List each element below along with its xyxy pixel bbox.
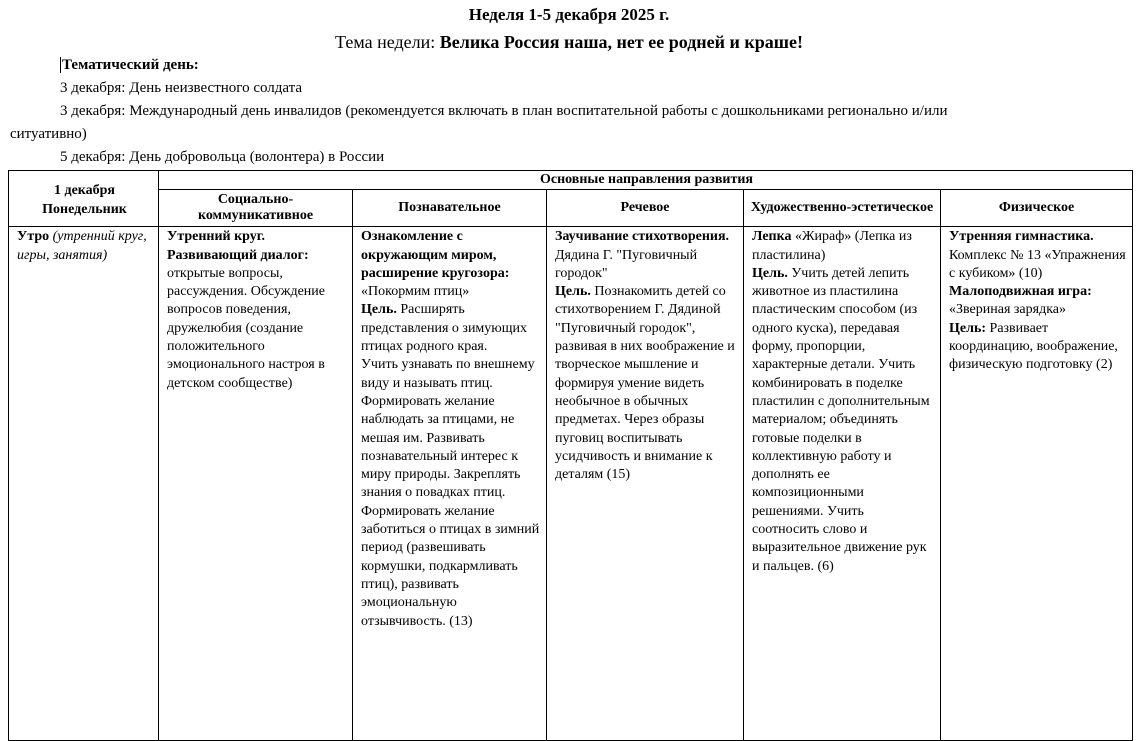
speech-goal-label: Цель.: [555, 284, 591, 300]
art-goal-label: Цель.: [752, 265, 788, 281]
direction-physical: Физическое: [941, 190, 1133, 227]
direction-speech: Речевое: [547, 190, 744, 227]
social-title-2: Развивающий диалог:: [167, 247, 309, 263]
week-theme-text: Велика Россия наша, нет ее родней и краше!: [439, 32, 803, 52]
physical-text-1: Комплекс № 13 «Упражнения с кубиком» (10): [949, 247, 1126, 281]
physical-game: [949, 283, 1126, 320]
day-date: 1 декабря: [53, 183, 115, 199]
period-label: Утро: [17, 229, 50, 245]
day-header-cell: [9, 171, 159, 227]
art-goal: [752, 265, 934, 576]
cognitive-cell: [353, 227, 547, 741]
speech-poem: Дядина Г. "Пуговичный городок": [555, 247, 698, 281]
physical-title-2: Малоподвижная игра:: [949, 284, 1092, 300]
period-note: (утренний круг, игры, занятия): [17, 229, 147, 263]
physical-text-2: «Звериная зарядка»: [949, 302, 1067, 318]
thematic-day-label: Тематический день:: [62, 57, 199, 73]
direction-cognitive: Познавательное: [353, 190, 547, 227]
thematic-day-item-2-cont: ситуативно): [10, 126, 87, 142]
week-theme: [0, 30, 1138, 54]
cognitive-topic: «Покормим птиц»: [361, 284, 470, 300]
page-title: Неделя 1-5 декабря 2025 г.: [468, 5, 670, 24]
period-cell: [9, 227, 159, 741]
cognitive-goal-label: Цель.: [361, 302, 397, 318]
physical-goal: [949, 320, 1126, 375]
art-goal-text: Учить детей лепить животное из пластилина пластическим способом (из одного куска), передавая форму, пропорции, характерные детали. Учить комбинировать в поделке пластилин с дополнительным материалом; объединять готовые поделки в коллективную работу и дополнять ее композиционными решениями. Учить соотносить слово и выразительное движение рук и пальцев. (6): [752, 265, 930, 574]
thematic-day-heading: [10, 54, 1130, 77]
speech-goal: [555, 283, 737, 484]
cognitive-goal-text: Расширять представления о зимующих птицах родного края.: [361, 302, 528, 355]
cognitive-goal: [361, 301, 540, 356]
speech-cell: [547, 227, 744, 741]
direction-social: Социально-коммуникативное: [159, 190, 353, 227]
plan-table: [8, 170, 1133, 741]
physical-goal-text: Развивает координацию, воображение, физическую подготовку (2): [949, 320, 1118, 373]
social-cell: [159, 227, 353, 741]
cognitive-text: Учить узнавать по внешнему виду и называть птиц. Формировать желание наблюдать за птицами, не мешая им. Развивать познавательный интерес к миру природы. Закреплять знания о повадках птиц. Формировать желание заботиться о птицах в зимний период (развешивать кормушки, подкармливать птиц), развивать эмоциональную отзывчивость. (13): [361, 357, 540, 629]
main-directions-header: Основные направления развития: [159, 171, 1133, 190]
physical-goal-label: Цель:: [949, 320, 987, 336]
cognitive-title: Ознакомление с окружающим миром, расширение кругозора:: [361, 229, 510, 281]
thematic-day-item-3: 5 декабря: День добровольца (волонтера) в России: [60, 149, 385, 165]
thematic-day-item-1: 3 декабря: День неизвестного солдата: [60, 80, 303, 96]
thematic-day-item-2: 3 декабря: Международный день инвалидов (рекомендуется включать в план воспитательной работы с дошкольниками регионально и/или: [60, 103, 948, 119]
social-title-1: Утренний круг.: [167, 229, 266, 245]
speech-title: Заучивание стихотворения.: [555, 229, 730, 245]
week-theme-prefix: Тема недели:: [335, 32, 440, 52]
physical-cell: [941, 227, 1133, 741]
direction-art: Художественно-эстетическое: [744, 190, 941, 227]
art-topic: «Жираф» (Лепка из пластилина): [752, 229, 912, 263]
art-title: Лепка: [752, 229, 792, 245]
day-name: Понедельник: [42, 201, 127, 217]
speech-goal-text: Познакомить детей со стихотворением Г. Дядиной "Пуговичный городок", развивая в них воображение и творческое мышление и формируя умение видеть необычное в обычных предметах. Через образы пуговиц воспитывать усидчивость и внимание к деталям (15): [555, 284, 735, 483]
art-cell: [744, 227, 941, 741]
social-text: открытые вопросы, рассуждения. Обсуждение вопросов поведения, дружелюбия (создание положительного эмоционального настроя в детском сообществе): [167, 265, 325, 391]
physical-title-1: Утренняя гимнастика.: [949, 229, 1094, 245]
